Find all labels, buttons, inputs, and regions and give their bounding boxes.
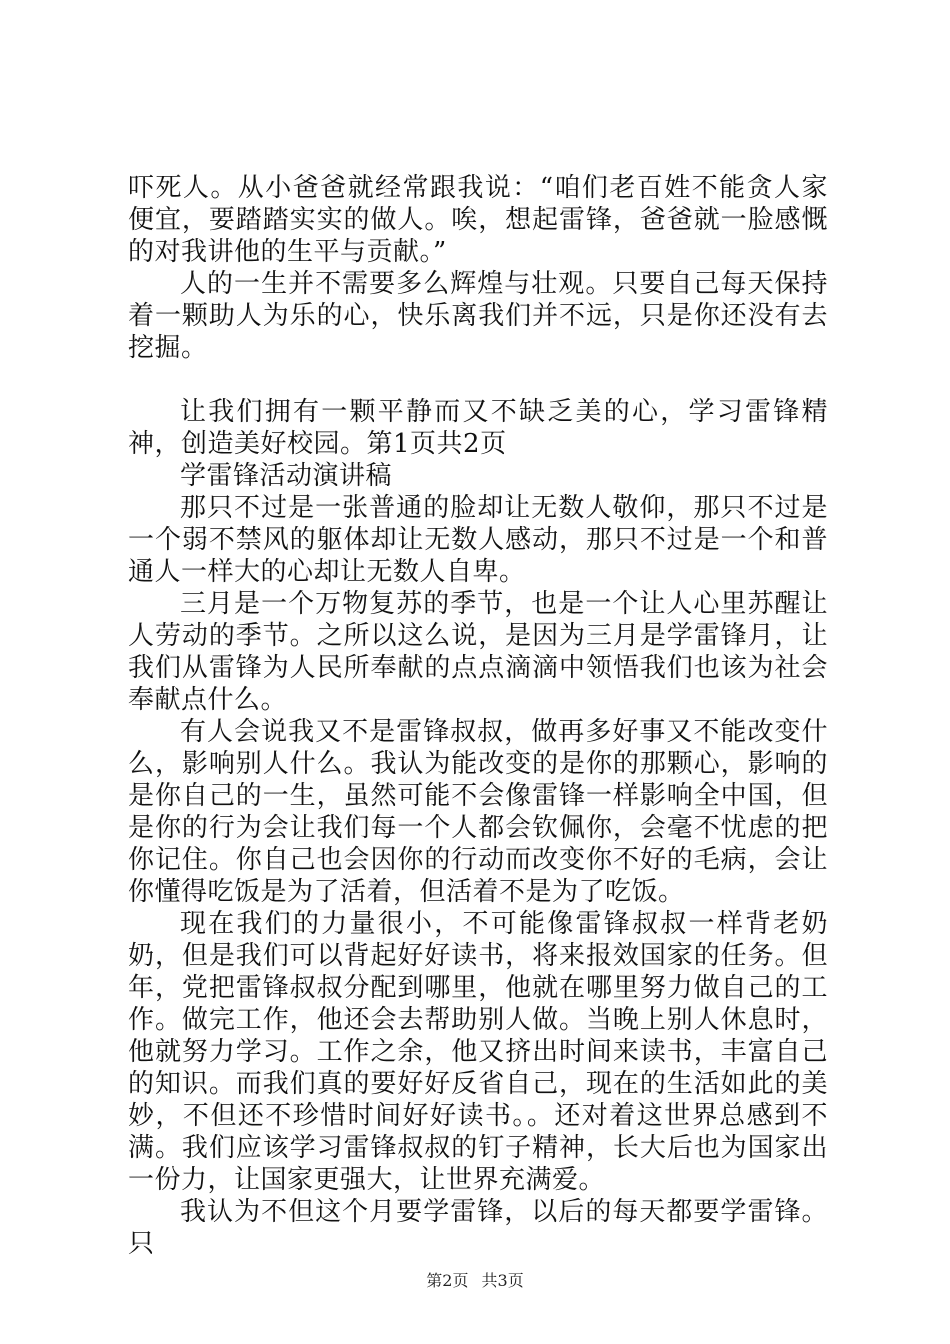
- section-title: 学雷锋活动演讲稿: [180, 461, 393, 491]
- paragraph: 人的一生并不需要多么辉煌与壮观。只要自己每天保持着一颗助人为乐的心，快乐离我们并不远，只是你还没有去挖掘。: [128, 269, 828, 363]
- paragraph: 让我们拥有一颗平静而又不缺乏美的心，学习雷锋精神，创造美好校园。第1页共2页: [128, 397, 828, 459]
- paragraph: 那只不过是一张普通的脸却让无数人敬仰，那只不过是一个弱不禁风的躯体却让无数人感动，那只不过是一个和普通人一样大的心却让无数人自卑。: [128, 493, 828, 587]
- page-footer: [0, 1268, 950, 1291]
- paragraph-gap: [128, 364, 828, 396]
- page-total: 共3页: [481, 1271, 524, 1290]
- paragraph: 现在我们的力量很小，不可能像雷锋叔叔一样背老奶奶，但是我们可以背起好好读书，将来报效国家的任务。但年，党把雷锋叔叔分配到哪里，他就在哪里努力做自己的工作。做完工作，他还会去帮助别人做。当晚上别人休息时，他就努力学习。工作之余，他又挤出时间来读书，丰富自己的知识。而我们真的要好好反省自己，现在的生活如此的美妙，不但还不珍惜时间好好读书。。还对着这世界总感到不满。我们应该学习雷锋叔叔的钉子精神，长大后也为国家出一份力，让国家更强大，让世界充满爱。: [128, 909, 828, 1195]
- page-number: 第2页: [426, 1271, 469, 1290]
- paragraph-continuation: 吓死人。从小爸爸就经常跟我说：“咱们老百姓不能贪人家便宜，要踏踏实实的做人。唉，想起雷锋，爸爸就一脸感慨的对我讲他的生平与贡献。”: [128, 173, 828, 267]
- paragraph: 有人会说我又不是雷锋叔叔，做再多好事又不能改变什么，影响别人什么。我认为能改变的是你的那颗心，影响的是你自己的一生，虽然可能不会像雷锋一样影响全中国，但是你的行为会让我们每一个人都会钦佩你，会毫不忧虑的把你记住。你自己也会因你的行动而改变你不好的毛病，会让你懂得吃饭是为了活着，但活着不是为了吃饭。: [128, 717, 828, 907]
- paragraph: 三月是一个万物复苏的季节，也是一个让人心里苏醒让人劳动的季节。之所以这么说，是因为三月是学雷锋月，让我们从雷锋为人民所奉献的点点滴滴中领悟我们也该为社会奉献点什么。: [128, 589, 828, 715]
- document-body: [128, 172, 828, 1260]
- paragraph: 我认为不但这个月要学雷锋，以后的每天都要学雷锋。只: [128, 1197, 828, 1259]
